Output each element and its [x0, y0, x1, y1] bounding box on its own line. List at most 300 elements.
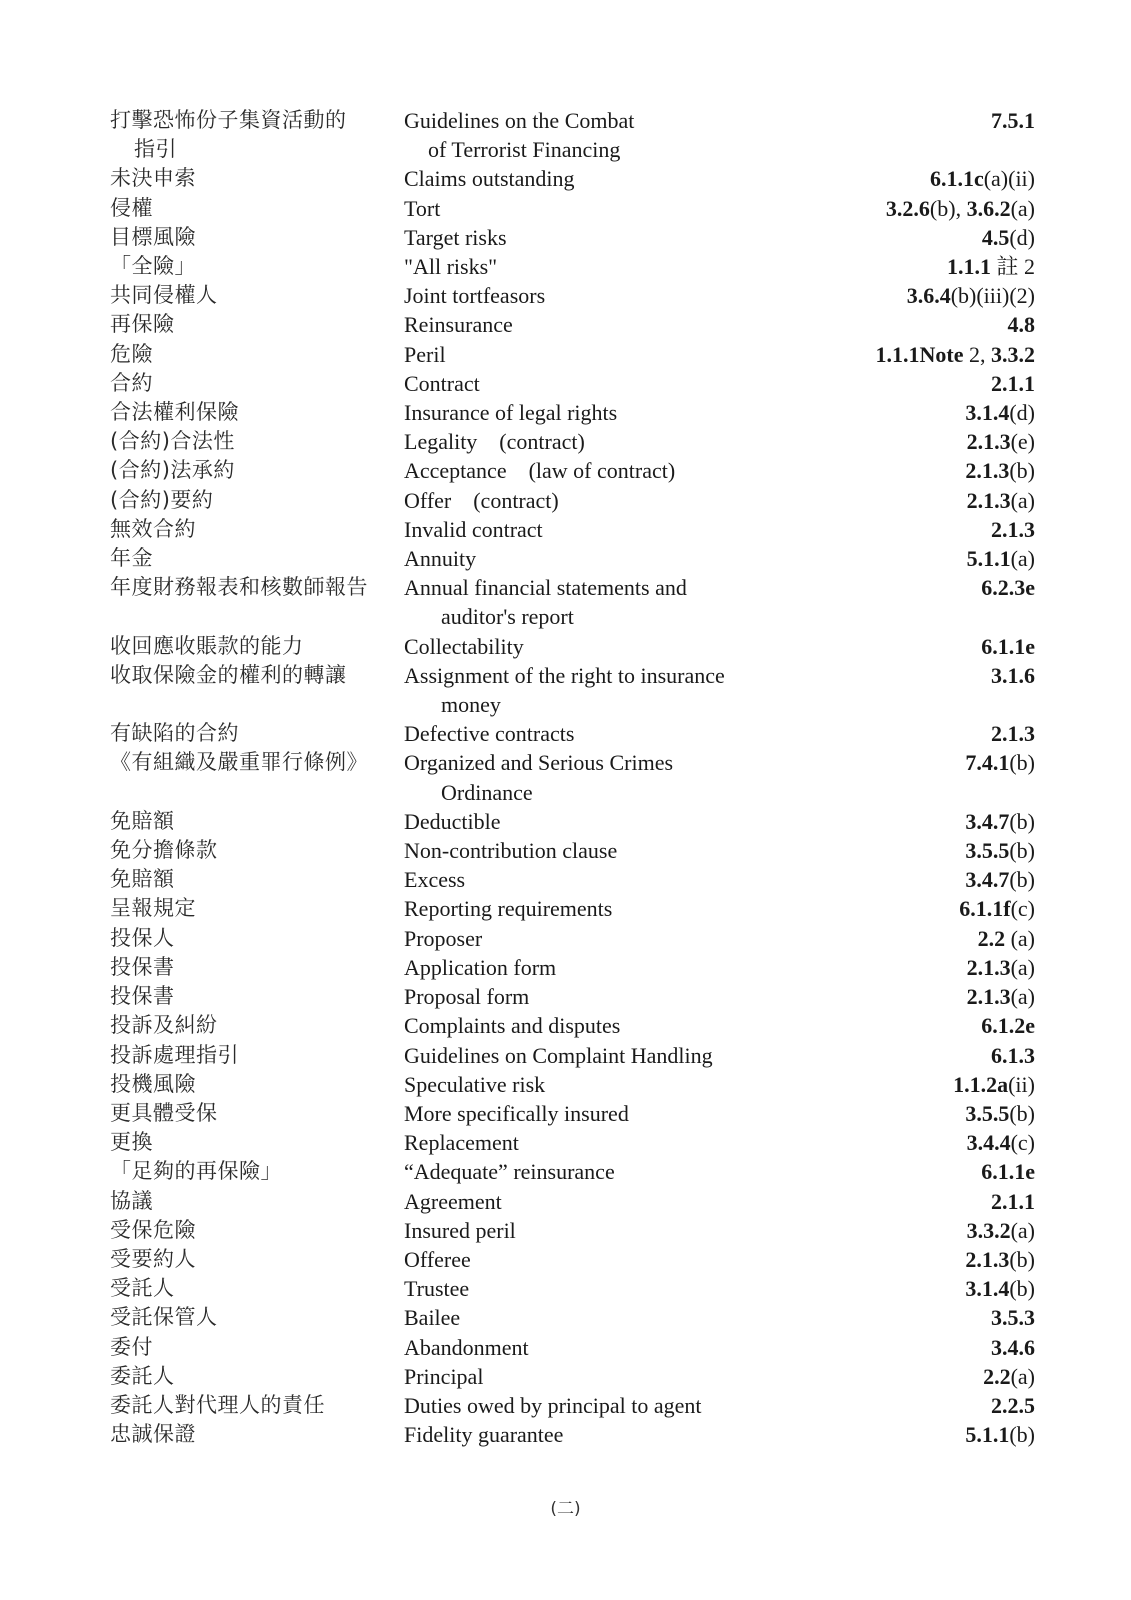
reference-section-number: 2.1.3 — [966, 954, 1011, 980]
chinese-term — [110, 252, 404, 281]
section-reference — [804, 427, 1035, 456]
chinese-term-text: 投保書 — [110, 954, 175, 979]
english-term-text: Assignment of the right to insurance — [404, 662, 725, 688]
glossary-entry — [110, 953, 1035, 982]
reference-section-number: 2.2 — [977, 925, 1006, 951]
reference-suffix: (a) — [1010, 487, 1035, 513]
reference-section-number: 7.5.1 — [991, 108, 1035, 133]
reference-suffix: (b) — [1009, 1100, 1035, 1126]
chinese-term — [110, 369, 404, 398]
section-reference — [804, 544, 1035, 573]
chinese-term — [110, 310, 404, 339]
chinese-term — [110, 281, 404, 310]
reference-section-number: 4.5 — [981, 224, 1010, 250]
chinese-term — [110, 1216, 404, 1245]
section-reference — [804, 106, 1035, 164]
chinese-term-text: 《有組織及嚴重罪行條例》 — [110, 750, 368, 775]
english-term-text: Guidelines on Complaint Handling — [404, 1042, 713, 1068]
reference-section-number: 3.1.4 — [965, 400, 1010, 426]
reference-section-number: 7.4.1 — [965, 750, 1010, 776]
chinese-term — [110, 748, 404, 806]
chinese-term-text: 收回應收賬款的能力 — [110, 633, 304, 658]
chinese-term-text: 協議 — [110, 1188, 153, 1213]
english-term — [404, 1070, 804, 1099]
section-reference — [804, 1216, 1035, 1245]
reference-section-number: 6.2.3e — [981, 575, 1035, 601]
english-term-text: Target risks — [404, 224, 507, 250]
glossary-entry — [110, 340, 1035, 369]
english-term-text: Proposer — [404, 925, 483, 951]
reference-section-number: 6.1.1c — [929, 166, 984, 192]
glossary-entry — [110, 106, 1035, 164]
section-reference — [804, 807, 1035, 836]
english-term — [404, 1187, 804, 1216]
reference-suffix: (a) — [1010, 195, 1035, 221]
chinese-term — [110, 398, 404, 427]
reference-section-number: 3.1.6 — [991, 662, 1035, 688]
english-term-text: Acceptance (law of contract) — [404, 458, 676, 484]
english-term-continuation: auditor's report — [441, 604, 574, 630]
reference-suffix: 註 2 — [990, 254, 1035, 280]
english-term-text: "All risks" — [404, 254, 498, 280]
section-reference — [804, 1391, 1035, 1420]
chinese-term-text: (合約)合法性 — [110, 429, 235, 454]
english-term-continuation: Ordinance — [441, 779, 533, 805]
chinese-term-text: 合約 — [110, 370, 153, 395]
glossary-entry — [110, 1041, 1035, 1070]
reference-suffix: (b) — [1009, 867, 1035, 893]
section-reference — [804, 573, 1035, 631]
reference-suffix: (ii) — [1008, 1071, 1035, 1097]
glossary-entry — [110, 310, 1035, 339]
chinese-term — [110, 1187, 404, 1216]
english-term-text: Contract — [404, 370, 480, 396]
chinese-term — [110, 1128, 404, 1157]
glossary-entry — [110, 573, 1035, 631]
chinese-term — [110, 953, 404, 982]
glossary-entry — [110, 223, 1035, 252]
chinese-term-text: 「全險」 — [110, 254, 196, 279]
english-term — [404, 1303, 804, 1332]
section-reference — [804, 1274, 1035, 1303]
glossary-entry — [110, 281, 1035, 310]
section-reference — [804, 1187, 1035, 1216]
glossary-entry — [110, 1245, 1035, 1274]
english-term — [404, 1362, 804, 1391]
reference-section-number: 3.5.5 — [965, 1100, 1010, 1126]
english-term — [404, 1216, 804, 1245]
glossary-entry — [110, 661, 1035, 719]
reference-section-number: 2.1.3 — [966, 984, 1011, 1010]
reference-suffix: (b) — [1009, 838, 1035, 864]
reference-suffix: (c) — [1010, 896, 1035, 922]
english-term-text: More specifically insured — [404, 1100, 629, 1126]
english-term-text: Proposal form — [404, 984, 530, 1010]
chinese-term — [110, 515, 404, 544]
english-term — [404, 310, 804, 339]
english-term-text: Defective contracts — [404, 721, 575, 747]
english-term-text: Tort — [404, 195, 441, 221]
reference-suffix: (b)(iii)(2) — [950, 283, 1035, 309]
glossary-entry — [110, 456, 1035, 485]
glossary-entry — [110, 398, 1035, 427]
section-reference — [804, 252, 1035, 281]
english-term — [404, 661, 804, 719]
english-term-text: Non-contribution clause — [404, 838, 618, 864]
reference-section-number: 2.1.1 — [991, 1188, 1035, 1214]
reference-suffix: (b) — [1009, 1422, 1035, 1448]
english-term-continuation: of Terrorist Financing — [428, 137, 621, 163]
section-reference — [804, 1333, 1035, 1362]
chinese-term — [110, 427, 404, 456]
section-reference — [804, 1128, 1035, 1157]
english-term — [404, 544, 804, 573]
glossary-entry — [110, 1099, 1035, 1128]
chinese-term-text: 投訴及糾紛 — [110, 1013, 218, 1038]
chinese-term — [110, 340, 404, 369]
glossary-entry — [110, 1070, 1035, 1099]
section-reference — [804, 369, 1035, 398]
chinese-term — [110, 1099, 404, 1128]
reference-suffix: (d) — [1009, 224, 1035, 250]
english-term — [404, 427, 804, 456]
section-reference — [804, 515, 1035, 544]
chinese-term-text: 收取保險金的權利的轉讓 — [110, 662, 347, 687]
chinese-term-text: 免賠額 — [110, 808, 175, 833]
glossary-entry — [110, 982, 1035, 1011]
chinese-term-text: 忠誠保證 — [110, 1422, 196, 1447]
glossary-entry — [110, 1362, 1035, 1391]
reference-section-number: 2.1.3 — [991, 721, 1035, 747]
english-term-text: Agreement — [404, 1188, 502, 1214]
glossary-entry — [110, 807, 1035, 836]
reference-suffix: (b) — [1009, 1276, 1035, 1302]
chinese-term-text: 受要約人 — [110, 1246, 196, 1271]
glossary-entry — [110, 544, 1035, 573]
english-term — [404, 1420, 804, 1449]
glossary-entry — [110, 632, 1035, 661]
reference-section-number: 3.5.5 — [965, 838, 1010, 864]
section-reference — [804, 894, 1035, 923]
chinese-term — [110, 164, 404, 193]
reference-suffix: (a) — [1010, 1363, 1035, 1389]
english-term-text: Complaints and disputes — [404, 1013, 621, 1039]
section-reference — [804, 1303, 1035, 1332]
english-term-text: Excess — [404, 867, 466, 893]
chinese-term — [110, 456, 404, 485]
section-reference — [804, 661, 1035, 719]
english-term-text: Fidelity guarantee — [404, 1422, 564, 1448]
section-reference — [804, 223, 1035, 252]
english-term — [404, 953, 804, 982]
english-term-continuation: money — [441, 692, 501, 718]
english-term — [404, 515, 804, 544]
english-term — [404, 865, 804, 894]
english-term — [404, 807, 804, 836]
glossary-entry — [110, 194, 1035, 223]
glossary-entry — [110, 1128, 1035, 1157]
glossary-entry — [110, 924, 1035, 953]
english-term — [404, 573, 804, 631]
section-reference — [804, 1041, 1035, 1070]
english-term-text: Annuity — [404, 546, 477, 572]
chinese-term-text: 投訴處理指引 — [110, 1042, 239, 1067]
section-reference — [804, 194, 1035, 223]
reference-section-number: 5.1.1 — [965, 1422, 1010, 1448]
section-reference — [804, 719, 1035, 748]
chinese-term — [110, 1274, 404, 1303]
reference-suffix: (e) — [1010, 429, 1035, 455]
reference-suffix: (a) — [1010, 546, 1035, 572]
chinese-term — [110, 194, 404, 223]
reference-section-number: 4.8 — [1007, 312, 1035, 338]
glossary-entry — [110, 1216, 1035, 1245]
reference-suffix: 2, — [963, 341, 991, 367]
english-term-text: Insurance of legal rights — [404, 400, 618, 426]
chinese-term — [110, 924, 404, 953]
section-reference — [804, 398, 1035, 427]
section-reference — [804, 1245, 1035, 1274]
glossary-entry — [110, 836, 1035, 865]
reference-section-number: 3.4.4 — [966, 1130, 1011, 1156]
glossary-entry — [110, 252, 1035, 281]
english-term — [404, 748, 804, 806]
reference-section-number: 1.1.1 — [946, 254, 991, 280]
glossary-entry — [110, 1274, 1035, 1303]
english-term-text: Bailee — [404, 1305, 461, 1331]
chinese-term-text: 未決申索 — [110, 166, 196, 191]
reference-suffix: (a) — [1010, 954, 1035, 980]
reference-section-number: 2.1.3 — [991, 516, 1035, 542]
english-term-text: Joint tortfeasors — [404, 283, 546, 309]
glossary-entry — [110, 515, 1035, 544]
chinese-term-text: 委付 — [110, 1334, 153, 1359]
glossary-entry — [110, 1303, 1035, 1332]
glossary-entry — [110, 748, 1035, 806]
reference-suffix: (b), — [929, 195, 967, 221]
english-term — [404, 1333, 804, 1362]
glossary-entry — [110, 164, 1035, 193]
chinese-term — [110, 1420, 404, 1449]
english-term — [404, 194, 804, 223]
chinese-term — [110, 573, 404, 631]
reference-section-number: 5.1.1 — [966, 546, 1011, 572]
reference-suffix: (a)(ii) — [983, 166, 1035, 192]
chinese-term-text: 年金 — [110, 546, 153, 571]
section-reference — [804, 1070, 1035, 1099]
chinese-term-text: 受託人 — [110, 1276, 175, 1301]
english-term-text: Annual financial statements and — [404, 575, 687, 601]
section-reference — [804, 632, 1035, 661]
reference-section-number: 6.1.2e — [981, 1013, 1035, 1039]
glossary-entry — [110, 719, 1035, 748]
english-term-text: Claims outstanding — [404, 166, 575, 192]
chinese-term — [110, 982, 404, 1011]
chinese-term-continuation: 指引 — [134, 137, 177, 162]
chinese-term-text: 打擊恐怖份子集資活動的 — [110, 108, 347, 132]
chinese-term-text: 免賠額 — [110, 867, 175, 892]
section-reference — [804, 1011, 1035, 1040]
glossary-index — [110, 106, 1035, 1449]
english-term-text: Guidelines on the Combat — [404, 108, 635, 133]
chinese-term — [110, 1245, 404, 1274]
section-reference — [804, 982, 1035, 1011]
english-term — [404, 1391, 804, 1420]
glossary-entry — [110, 427, 1035, 456]
section-reference — [804, 748, 1035, 806]
english-term-text: Insured peril — [404, 1217, 516, 1243]
chinese-term-text: 投機風險 — [110, 1071, 196, 1096]
chinese-term — [110, 632, 404, 661]
section-reference — [804, 924, 1035, 953]
reference-section-number: 2.1.1 — [991, 370, 1035, 396]
reference-section-number: 3.3.2 — [991, 341, 1035, 367]
reference-section-number: 3.1.4 — [965, 1276, 1010, 1302]
chinese-term-text: 無效合約 — [110, 516, 196, 541]
reference-suffix: (a) — [1010, 1217, 1035, 1243]
chinese-term-text: 受託保管人 — [110, 1305, 218, 1330]
english-term-text: Reinsurance — [404, 312, 513, 338]
chinese-term-text: 危險 — [110, 341, 153, 366]
chinese-term-text: 委託人對代理人的責任 — [110, 1392, 325, 1417]
english-term — [404, 456, 804, 485]
chinese-term-text: 「足夠的再保險」 — [110, 1159, 282, 1184]
chinese-term — [110, 486, 404, 515]
reference-section-number: 1.1.2a — [953, 1071, 1009, 1097]
english-term-text: Speculative risk — [404, 1071, 546, 1097]
chinese-term-text: 合法權利保險 — [110, 400, 239, 425]
reference-section-number: 1.1.1Note — [875, 341, 964, 367]
glossary-entry — [110, 486, 1035, 515]
english-term-text: Collectability — [404, 633, 524, 659]
english-term-text: Legality (contract) — [404, 429, 585, 455]
reference-section-number: 2.2 — [983, 1363, 1011, 1389]
section-reference — [804, 340, 1035, 369]
chinese-term-text: 再保險 — [110, 312, 175, 337]
section-reference — [804, 164, 1035, 193]
english-term — [404, 1274, 804, 1303]
chinese-term — [110, 1391, 404, 1420]
section-reference — [804, 486, 1035, 515]
glossary-entry — [110, 865, 1035, 894]
reference-section-number: 6.1.1e — [981, 1159, 1035, 1185]
reference-suffix: (a) — [1005, 925, 1035, 951]
reference-suffix: (b) — [1009, 808, 1035, 834]
glossary-entry — [110, 1391, 1035, 1420]
chinese-term-text: 委託人 — [110, 1363, 175, 1388]
chinese-term-text: 更換 — [110, 1130, 153, 1155]
chinese-term-text: 共同侵權人 — [110, 283, 218, 308]
reference-suffix: (a) — [1010, 984, 1035, 1010]
chinese-term — [110, 1362, 404, 1391]
reference-section-number: 3.4.6 — [991, 1334, 1035, 1360]
english-term — [404, 340, 804, 369]
reference-section-number: 3.4.7 — [965, 867, 1010, 893]
chinese-term-text: 有缺陷的合約 — [110, 721, 239, 746]
glossary-entry — [110, 1011, 1035, 1040]
glossary-entry — [110, 369, 1035, 398]
english-term-text: Offeree — [404, 1246, 471, 1272]
reference-section-number: 6.1.1f — [959, 896, 1011, 922]
english-term — [404, 719, 804, 748]
chinese-term-text: 受保危險 — [110, 1217, 196, 1242]
reference-section-number: 6.1.1e — [981, 633, 1035, 659]
english-term — [404, 369, 804, 398]
section-reference — [804, 1099, 1035, 1128]
chinese-term — [110, 1303, 404, 1332]
glossary-entry — [110, 1187, 1035, 1216]
reference-section-number: 3.6.2 — [966, 195, 1011, 221]
english-term — [404, 106, 804, 164]
chinese-term — [110, 1041, 404, 1070]
chinese-term-text: (合約)法承約 — [110, 458, 235, 483]
section-reference — [804, 836, 1035, 865]
chinese-term-text: 呈報規定 — [110, 896, 196, 921]
reference-section-number: 3.5.3 — [991, 1305, 1035, 1331]
english-term — [404, 982, 804, 1011]
reference-suffix: (c) — [1010, 1130, 1035, 1156]
chinese-term — [110, 106, 404, 164]
english-term — [404, 281, 804, 310]
chinese-term — [110, 661, 404, 719]
english-term — [404, 1041, 804, 1070]
english-term — [404, 223, 804, 252]
reference-section-number: 2.1.3 — [966, 429, 1011, 455]
english-term — [404, 1128, 804, 1157]
section-reference — [804, 865, 1035, 894]
english-term — [404, 632, 804, 661]
english-term-text: Reporting requirements — [404, 896, 613, 922]
reference-section-number: 2.1.3 — [965, 1246, 1010, 1272]
chinese-term — [110, 807, 404, 836]
reference-section-number: 3.4.7 — [965, 808, 1010, 834]
english-term — [404, 164, 804, 193]
section-reference — [804, 1157, 1035, 1186]
chinese-term-text: 投保人 — [110, 925, 175, 950]
section-reference — [804, 953, 1035, 982]
chinese-term — [110, 719, 404, 748]
page-number: (二) — [550, 1499, 581, 1519]
chinese-term-text: (合約)要約 — [110, 487, 214, 512]
chinese-term-text: 年度財務報表和核數師報告 — [110, 575, 368, 600]
english-term — [404, 894, 804, 923]
english-term — [404, 486, 804, 515]
chinese-term-text: 免分擔條款 — [110, 838, 218, 863]
english-term — [404, 924, 804, 953]
chinese-term-text: 侵權 — [110, 195, 153, 220]
reference-section-number: 3.3.2 — [966, 1217, 1011, 1243]
english-term-text: Peril — [404, 341, 446, 367]
english-term-text: Offer (contract) — [404, 487, 559, 513]
english-term-text: Replacement — [404, 1130, 519, 1156]
reference-section-number: 6.1.3 — [991, 1042, 1035, 1068]
glossary-entry — [110, 1157, 1035, 1186]
chinese-term — [110, 836, 404, 865]
chinese-term — [110, 1011, 404, 1040]
glossary-entry — [110, 894, 1035, 923]
section-reference — [804, 281, 1035, 310]
english-term-text: Application form — [404, 954, 557, 980]
chinese-term-text: 更具體受保 — [110, 1100, 218, 1125]
section-reference — [804, 310, 1035, 339]
chinese-term — [110, 1157, 404, 1186]
english-term-text: Organized and Serious Crimes — [404, 750, 674, 776]
chinese-term — [110, 223, 404, 252]
chinese-term — [110, 1333, 404, 1362]
english-term — [404, 1157, 804, 1186]
reference-section-number: 2.2.5 — [991, 1392, 1035, 1418]
english-term-text: Invalid contract — [404, 516, 543, 542]
